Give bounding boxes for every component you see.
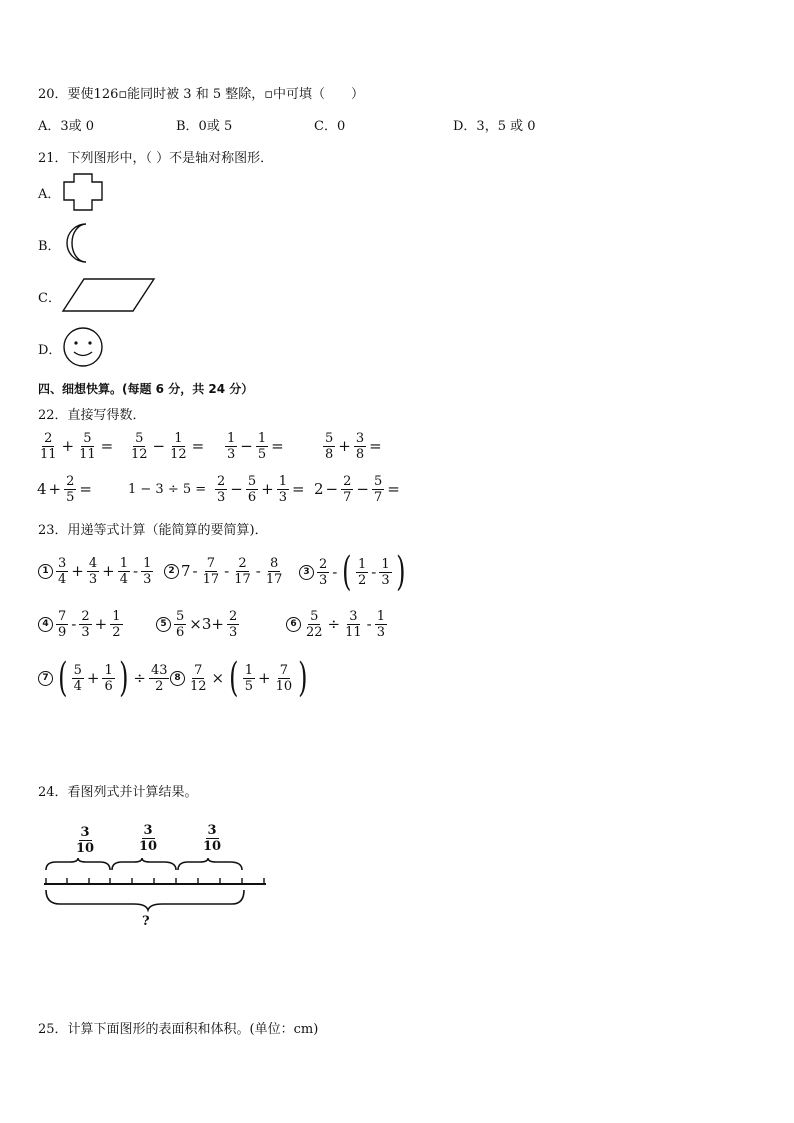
fraction: $\frac{1}{3}$ (278, 474, 287, 505)
question-21-text: 21．下列图形中，（ ）不是轴对称图形． (38, 151, 274, 166)
question-mark-label: ? (142, 914, 150, 929)
cross-shape-icon (62, 172, 104, 212)
fraction: $\frac{8}{17}$ (265, 556, 283, 587)
fraction: $\frac{3}{4}$ (58, 556, 67, 587)
fraction: $\frac{2}{3}$ (319, 556, 328, 588)
q21-label-c: C． (38, 291, 61, 306)
fraction: $\frac{1}{3}$ (381, 556, 390, 588)
fraction: $\frac{5}{6}$ (176, 609, 185, 640)
crescent-moon-icon (62, 222, 102, 264)
fraction: $\frac{1}{2}$ (112, 609, 121, 640)
fraction: $\frac{2}{17}$ (234, 556, 251, 587)
fraction: $\frac{5}{8}$ (325, 431, 334, 462)
q22-expr-4: $\frac{5}{8}$ + $\frac{3}{8}$ = (325, 431, 382, 462)
fraction: $\frac{7}{12}$ (190, 662, 207, 694)
smiley-face-icon (62, 326, 106, 370)
fraction: $\frac{3}{10}$ (203, 823, 222, 854)
fraction: $\frac{1}{4}$ (119, 556, 128, 587)
question-22-text: 22．直接写得数． (38, 408, 146, 423)
parallelogram-icon (62, 276, 156, 314)
number-line-diagram (40, 858, 272, 910)
fraction: $\frac{5}{7}$ (373, 474, 383, 505)
q23-expr-7: 7 ( $\frac{5}{4}$ + $\frac{1}{6}$ ) ÷ $\frac{43}{2}$ (38, 660, 170, 696)
fraction: $\frac{7}{9}$ (58, 609, 67, 640)
q22-expr-8: 2 − $\frac{2}{7}$ − $\frac{5}{7}$ = (314, 474, 400, 505)
q23-expr-4: 4 $\frac{7}{9}$ - $\frac{2}{3}$ + $\frac{1}{2}$ (38, 609, 124, 640)
q21-label-b: B． (38, 239, 61, 254)
q20-option-c: C．0 (314, 119, 346, 134)
question-24-text: 24．看图列式并计算结果。 (38, 785, 198, 800)
fraction: $\frac{7}{10}$ (275, 662, 293, 694)
section-4-title: 四、细想快算。(每题 6 分，共 24 分） (38, 382, 254, 396)
fraction: $\frac{5}{4}$ (73, 662, 82, 694)
fraction: $\frac{3}{8}$ (355, 431, 365, 462)
question-23-text: 23．用递等式计算（能简算的要简算)． (38, 523, 268, 538)
fraction: $\frac{1}{5}$ (257, 431, 267, 462)
q23-expr-6: 6 $\frac{5}{22}$ ÷ $\frac{3}{11}$ - $\frac{1}{3}$ (286, 609, 388, 640)
fraction: $\frac{2}{3}$ (228, 609, 238, 640)
question-20-text: 20．要使126▫能同时被 3 和 5 整除，▫中可填（ ） (38, 87, 365, 102)
fraction: $\frac{5}{22}$ (306, 609, 323, 640)
fraction: $\frac{4}{3}$ (88, 556, 98, 587)
fraction: $\frac{2}{3}$ (217, 474, 226, 505)
q22-expr-7: $\frac{2}{3}$ − $\frac{5}{6}$ + $\frac{1}{3}$ = (217, 474, 305, 505)
fraction: $\frac{5}{11}$ (79, 431, 96, 462)
fraction: $\frac{43}{2}$ (150, 662, 168, 694)
q23-expr-2: 2 7 - $\frac{7}{17}$ - $\frac{2}{17}$ - $\frac{8}{17}$ (164, 556, 285, 587)
q22-expr-3: $\frac{1}{3}$ − $\frac{1}{5}$ = (227, 431, 284, 462)
q22-expr-6: 1 − 3 ÷ 5 = (128, 482, 207, 497)
q21-label-d: D． (38, 343, 62, 358)
segment-label-2 (136, 823, 160, 854)
fraction: $\frac{2}{3}$ (81, 609, 90, 640)
q23-expr-5: 5 $\frac{5}{6}$ ×3+ $\frac{2}{3}$ (156, 609, 240, 640)
q22-expr-5: 4 + $\frac{2}{5}$ = (37, 474, 92, 505)
q23-expr-1: 1 $\frac{3}{4}$ + $\frac{4}{3}$ + $\frac{1}{4}$ - $\frac{1}{3}$ (38, 556, 154, 587)
fraction: $\frac{7}{17}$ (202, 556, 220, 587)
fraction: $\frac{1}{2}$ (357, 556, 367, 588)
fraction: $\frac{3}{10}$ (139, 823, 158, 854)
fraction: $\frac{1}{6}$ (104, 662, 113, 694)
fraction: $\frac{3}{10}$ (76, 825, 95, 856)
q22-expr-1: $\frac{2}{11}$ + $\frac{5}{11}$ = (40, 431, 114, 462)
fraction: $\frac{2}{11}$ (40, 431, 57, 462)
question-25-text: 25．计算下面图形的表面积和体积。(单位：cm) (38, 1022, 319, 1037)
segment-label-3 (200, 823, 224, 854)
q20-option-d: D．3，5 或 0 (453, 119, 536, 134)
q23-expr-3: 3 $\frac{2}{3}$ - ( $\frac{1}{2}$ - $\frac{1}{3}$ ) (299, 554, 408, 590)
fraction: $\frac{5}{12}$ (131, 431, 148, 462)
fraction: $\frac{2}{5}$ (66, 474, 75, 505)
fraction: $\frac{1}{12}$ (170, 431, 187, 462)
fraction: $\frac{5}{6}$ (247, 474, 257, 505)
fraction: $\frac{1}{3}$ (143, 556, 152, 587)
q20-option-a: A．3或 0 (38, 119, 95, 134)
fraction: $\frac{2}{7}$ (343, 474, 352, 505)
fraction: $\frac{1}{3}$ (376, 609, 386, 640)
q20-option-b: B．0或 5 (176, 119, 233, 134)
segment-label-1 (73, 825, 97, 856)
fraction: $\frac{3}{11}$ (345, 609, 362, 640)
q23-expr-8: 8 $\frac{7}{12}$ × ( $\frac{1}{5}$ + $\frac{7}{10}$ ) (170, 660, 311, 696)
fraction: $\frac{1}{5}$ (244, 662, 254, 694)
q21-label-a: A． (38, 187, 61, 202)
fraction: $\frac{1}{3}$ (227, 431, 236, 462)
q22-expr-2: $\frac{5}{12}$ − $\frac{1}{12}$ = (131, 431, 205, 462)
